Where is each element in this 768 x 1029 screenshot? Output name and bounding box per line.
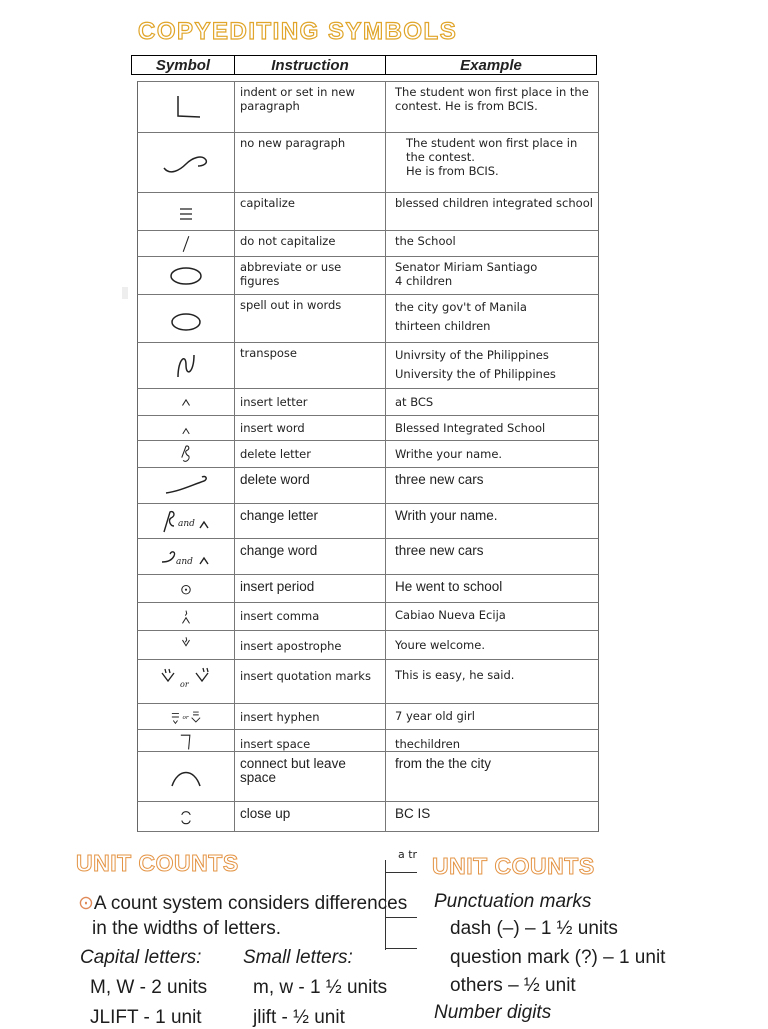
- small-jlift: jlift - ½ unit: [253, 1007, 345, 1028]
- run-in-mark-icon: [138, 133, 235, 192]
- instruction-cell: change letter: [235, 504, 386, 538]
- unit-counts-title-left: UNIT COUNTS: [76, 850, 239, 876]
- circled-dot-icon: [138, 575, 235, 602]
- table-row: [137, 603, 599, 631]
- small-mw: m, w - 1 ½ units: [253, 977, 388, 998]
- capital-mw: M, W - 2 units: [90, 977, 208, 998]
- others-units: others – ½ unit: [450, 975, 576, 996]
- table-row: [137, 631, 599, 660]
- instruction-cell: transpose: [235, 343, 386, 388]
- caret-icon: [138, 389, 235, 415]
- example-cell: This is easy, he said.: [395, 668, 515, 682]
- instruction-cell: change word: [235, 539, 386, 574]
- caret-icon: [138, 416, 235, 440]
- triple-underline-icon: [138, 193, 235, 230]
- bullet-icon: ⊙: [78, 893, 94, 914]
- example-cell: Writhe your name.: [395, 447, 503, 461]
- instruction-cell: no new paragraph: [235, 133, 386, 192]
- table-row: [137, 575, 599, 603]
- indent-mark-icon: [138, 82, 235, 132]
- space-mark-icon: [138, 730, 235, 751]
- instruction-cell: capitalize: [235, 193, 386, 230]
- divider-tick: [385, 917, 417, 918]
- example-cell: Blessed Integrated School: [395, 421, 546, 435]
- instruction-cell: delete word: [235, 468, 386, 503]
- table-row: [137, 539, 599, 575]
- capital-letters-label: Capital letters:: [80, 947, 202, 968]
- example-cell: at BCS: [395, 395, 434, 409]
- table-row: [137, 231, 599, 257]
- svg-text:and: and: [176, 556, 193, 567]
- table-row: [137, 257, 599, 295]
- transpose-icon: [138, 343, 235, 388]
- table-row: [137, 416, 599, 441]
- divider-tick: [385, 948, 417, 949]
- table-row: [137, 193, 599, 231]
- table-row: [137, 133, 599, 193]
- instruction-cell: spell out in words: [235, 295, 386, 342]
- intro-line-1: [78, 892, 407, 915]
- number-digits-label: Number digits: [434, 1002, 552, 1023]
- instruction-cell: delete letter: [235, 441, 386, 467]
- instruction-cell: insert letter: [235, 389, 386, 415]
- table-row: [137, 295, 599, 343]
- table-row: [137, 389, 599, 416]
- header-instruction: Instruction: [235, 56, 386, 74]
- example-cell: the School: [395, 234, 456, 248]
- oval-icon: [138, 295, 235, 342]
- example-cell: Senator Miriam Santiago 4 children: [395, 260, 538, 288]
- instruction-cell: insert space: [235, 730, 386, 751]
- instruction-cell: connect but leave space: [235, 752, 386, 801]
- example-cell: thechildren: [395, 737, 461, 751]
- table-row: [137, 441, 599, 468]
- symbols-table: [137, 81, 599, 832]
- svg-text:and: and: [178, 519, 195, 529]
- header-example: Example: [460, 56, 522, 74]
- example-cell: Youre welcome.: [395, 638, 485, 652]
- page-title: COPYEDITING SYMBOLS: [138, 18, 458, 45]
- instruction-cell: indent or set in new paragraph: [235, 82, 386, 132]
- example-cell: from the the city: [395, 756, 492, 771]
- instruction-cell: insert hyphen: [235, 704, 386, 729]
- comma-caret-icon: [138, 603, 235, 630]
- example-cell: The student won first place in the contest. He is from BCIS.: [395, 85, 589, 113]
- svg-text:or: or: [182, 714, 189, 721]
- slash-icon: [138, 231, 235, 256]
- close-up-icon: [138, 802, 235, 831]
- unit-counts-title-right: UNIT COUNTS: [432, 853, 595, 879]
- instruction-cell: close up: [235, 802, 386, 831]
- oval-icon: [138, 257, 235, 294]
- table-row: [137, 752, 599, 802]
- svg-text:or: or: [180, 679, 189, 689]
- delete-word-icon: [138, 468, 235, 503]
- table-row: [137, 81, 599, 133]
- capital-jlift: JLIFT - 1 unit: [90, 1007, 202, 1028]
- example-cell: the city gov't of Manila thirteen children: [395, 300, 527, 333]
- table-row: [137, 730, 599, 752]
- table-row: [137, 660, 599, 704]
- example-cell: Writh your name.: [395, 508, 498, 523]
- delete-mark-icon: [138, 441, 235, 467]
- scan-artifact: [122, 287, 128, 299]
- divider-tick: [385, 872, 417, 873]
- example-cell: three new cars: [395, 543, 484, 558]
- quote-marks-icon: [138, 660, 235, 703]
- instruction-cell: insert comma: [235, 603, 386, 630]
- intro-text: A count system considers differences: [93, 893, 408, 914]
- example-cell: blessed children integrated school: [395, 196, 593, 210]
- table-row: [137, 343, 599, 389]
- example-cell: three new cars: [395, 472, 484, 487]
- table-row: [137, 504, 599, 539]
- example-cell: BC IS: [395, 806, 431, 821]
- instruction-cell: insert word: [235, 416, 386, 440]
- table-row: [137, 704, 599, 730]
- punctuation-label: Punctuation marks: [434, 891, 592, 912]
- example-cell: Univrsity of the Philippines University the of Philippines: [395, 348, 556, 381]
- instruction-cell: insert period: [235, 575, 386, 602]
- hyphen-mark-icon: [138, 704, 235, 729]
- change-word-icon: [138, 539, 235, 574]
- instruction-cell: insert apostrophe: [235, 631, 386, 659]
- header-symbol: Symbol: [132, 56, 235, 74]
- instruction-cell: insert quotation marks: [235, 660, 386, 703]
- small-letters-label: Small letters:: [243, 947, 353, 968]
- table-header: [131, 55, 597, 75]
- intro-line-2: in the widths of letters.: [92, 918, 282, 939]
- abbrev-fragment: a tr: [398, 848, 418, 861]
- table-row: [137, 802, 599, 832]
- arc-icon: [138, 752, 235, 801]
- change-letter-icon: [138, 504, 235, 538]
- example-cell: 7 year old girl: [395, 709, 475, 723]
- example-cell: He went to school: [395, 579, 503, 594]
- example-cell: The student won first place in the contest. He is from BCIS.: [406, 136, 578, 178]
- instruction-cell: do not capitalize: [235, 231, 386, 256]
- example-cell: Cabiao Nueva Ecija: [395, 608, 506, 622]
- apostrophe-caret-icon: [138, 631, 235, 659]
- instruction-cell: abbreviate or use figures: [235, 257, 386, 294]
- table-row: [137, 468, 599, 504]
- question-mark-units: question mark (?) – 1 unit: [450, 947, 666, 968]
- dash-units: dash (–) – 1 ½ units: [450, 918, 618, 939]
